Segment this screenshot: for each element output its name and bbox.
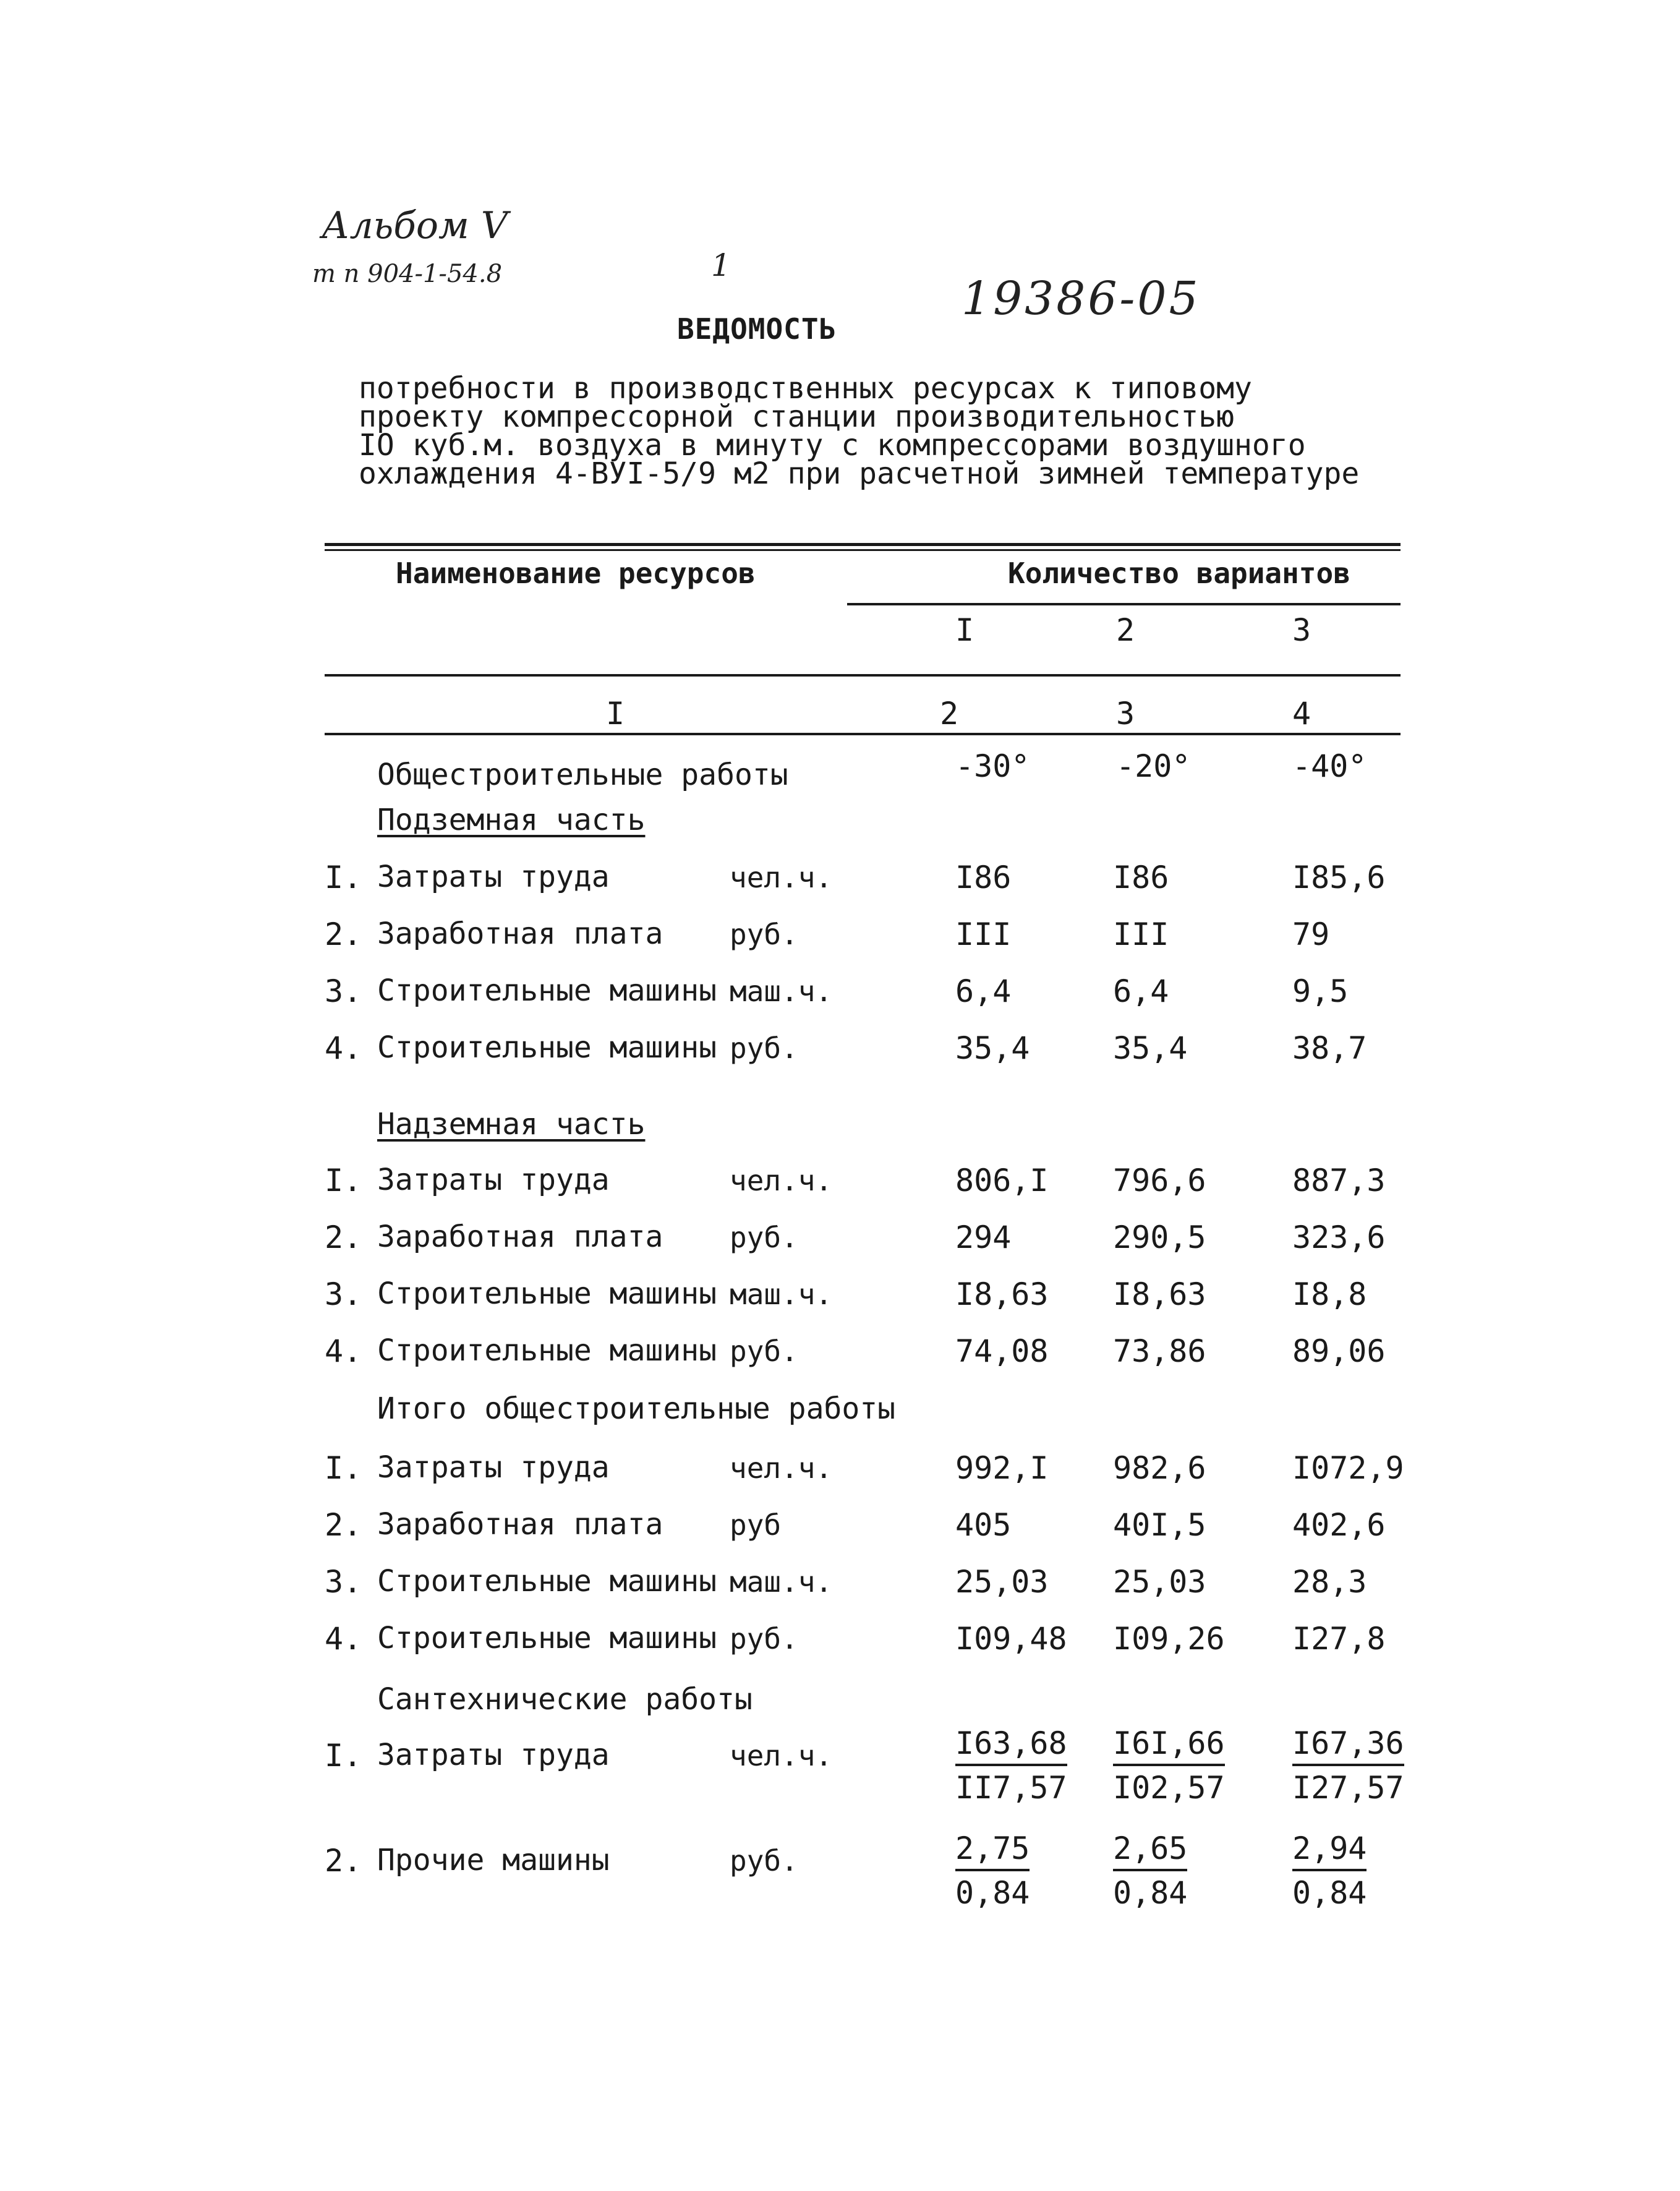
fraction-denominator: 0,84 xyxy=(955,1875,1030,1911)
table-top-rule xyxy=(325,543,1401,546)
header-separator-rule xyxy=(325,674,1401,677)
row-value: III xyxy=(1113,916,1169,952)
column-number-2: 2 xyxy=(940,696,959,732)
row-value-fraction xyxy=(955,1830,1030,1911)
row-unit: маш.ч. xyxy=(730,1278,833,1311)
row-value: 89,06 xyxy=(1292,1333,1386,1369)
row-number: 4. xyxy=(325,1030,362,1066)
row-value-fraction xyxy=(1292,1830,1367,1911)
description-line: IO куб.м. воздуха в минуту с компрессорами воздушного xyxy=(359,428,1306,463)
row-value: I85,6 xyxy=(1292,860,1386,895)
row-number: I. xyxy=(325,1450,362,1486)
row-resource-name: Затраты труда xyxy=(377,1163,610,1197)
row-number: 3. xyxy=(325,1276,362,1312)
album-annotation: Альбом Ⅴ xyxy=(322,204,508,247)
row-unit: чел.ч. xyxy=(730,1451,833,1485)
row-value: 982,6 xyxy=(1113,1450,1206,1486)
header-resource-name: Наименование ресурсов xyxy=(396,557,756,590)
header-variant-3: 3 xyxy=(1292,612,1311,648)
row-resource-name: Строительные машины xyxy=(377,1333,717,1368)
row-value: I86 xyxy=(1113,860,1169,895)
row-number: 2. xyxy=(325,1507,362,1543)
section-title: Итого общестроительные работы xyxy=(377,1391,896,1426)
album-code-annotation: т п 904-1-54.8 xyxy=(312,260,503,288)
row-value: 323,6 xyxy=(1292,1219,1386,1255)
row-value: 6,4 xyxy=(1113,973,1169,1009)
description-line: охлаждения 4-ВУI-5/9 м2 при расчетной зимней температуре xyxy=(359,456,1360,491)
row-value: 38,7 xyxy=(1292,1030,1367,1066)
header-variant-2: 2 xyxy=(1116,612,1135,648)
row-unit: маш.ч. xyxy=(730,975,833,1008)
row-resource-name: Строительные машины xyxy=(377,1621,717,1655)
section-title: Подземная часть xyxy=(377,803,646,837)
row-value-fraction xyxy=(1113,1830,1187,1911)
fraction-denominator: I02,57 xyxy=(1113,1770,1225,1806)
row-unit: руб. xyxy=(730,1031,798,1065)
document-title: ВЕДОМОСТЬ xyxy=(677,312,837,346)
column-numbers-rule xyxy=(325,733,1401,735)
row-number: 3. xyxy=(325,973,362,1009)
row-value: I27,8 xyxy=(1292,1621,1386,1657)
header-variants-rule xyxy=(847,603,1401,605)
row-value: 28,3 xyxy=(1292,1564,1367,1600)
row-value-fraction xyxy=(1292,1725,1404,1806)
fraction-numerator: I6I,66 xyxy=(1113,1725,1225,1766)
description-line: потребности в производственных ресурсах к типовому xyxy=(359,371,1252,406)
row-value: 25,03 xyxy=(1113,1564,1206,1600)
row-resource-name: Затраты труда xyxy=(377,860,610,894)
row-value: I8,8 xyxy=(1292,1276,1367,1312)
row-unit: руб. xyxy=(730,1335,798,1368)
fraction-numerator: I63,68 xyxy=(955,1725,1067,1766)
row-value: 79 xyxy=(1292,916,1330,952)
general-works-title: Общестроительные работы xyxy=(377,758,788,792)
row-number: 2. xyxy=(325,916,362,952)
fraction-denominator: II7,57 xyxy=(955,1770,1067,1806)
row-number: I. xyxy=(325,860,362,895)
row-resource-name: Строительные машины xyxy=(377,1030,717,1065)
row-resource-name: Строительные машины xyxy=(377,1564,717,1599)
page-mark: 1 xyxy=(711,247,731,283)
column-number-1: I xyxy=(606,696,625,732)
row-unit: чел.ч. xyxy=(730,861,833,894)
row-value: I09,48 xyxy=(955,1621,1067,1657)
row-value: 405 xyxy=(955,1507,1012,1543)
fraction-numerator: 2,65 xyxy=(1113,1830,1187,1871)
row-number: 2. xyxy=(325,1219,362,1255)
fraction-numerator: 2,94 xyxy=(1292,1830,1367,1871)
row-resource-name: Затраты труда xyxy=(377,1450,610,1485)
fraction-numerator: 2,75 xyxy=(955,1830,1030,1871)
row-unit: руб. xyxy=(730,1622,798,1655)
row-unit: чел.ч. xyxy=(730,1164,833,1197)
row-number: 3. xyxy=(325,1564,362,1600)
temperature-variant-3: -40° xyxy=(1292,748,1367,784)
row-value: I86 xyxy=(955,860,1012,895)
row-value: 992,I xyxy=(955,1450,1049,1486)
fraction-denominator: I27,57 xyxy=(1292,1770,1404,1806)
row-value: 25,03 xyxy=(955,1564,1049,1600)
fraction-denominator: 0,84 xyxy=(1292,1875,1367,1911)
document-number: 19386-05 xyxy=(962,272,1201,325)
row-unit: руб xyxy=(730,1508,782,1542)
row-value: 806,I xyxy=(955,1163,1049,1198)
row-number: 2. xyxy=(325,1843,362,1879)
section-title: Сантехнические работы xyxy=(377,1682,753,1717)
row-resource-name: Строительные машины xyxy=(377,1276,717,1311)
table-top-rule-2 xyxy=(325,549,1401,551)
row-unit: руб. xyxy=(730,918,798,951)
row-value: 9,5 xyxy=(1292,973,1349,1009)
row-value: 290,5 xyxy=(1113,1219,1206,1255)
row-value: 402,6 xyxy=(1292,1507,1386,1543)
header-variants-count: Количество вариантов xyxy=(1008,557,1350,590)
fraction-numerator: I67,36 xyxy=(1292,1725,1404,1766)
row-value: 74,08 xyxy=(955,1333,1049,1369)
row-value: 294 xyxy=(955,1219,1012,1255)
row-resource-name: Заработная плата xyxy=(377,1507,663,1542)
row-number: 4. xyxy=(325,1621,362,1657)
row-resource-name: Затраты труда xyxy=(377,1738,610,1772)
column-number-3: 3 xyxy=(1116,696,1135,732)
row-resource-name: Заработная плата xyxy=(377,916,663,951)
row-unit: руб. xyxy=(730,1844,798,1877)
fraction-denominator: 0,84 xyxy=(1113,1875,1188,1911)
row-unit: маш.ч. xyxy=(730,1565,833,1599)
row-value: I09,26 xyxy=(1113,1621,1225,1657)
row-value: 40I,5 xyxy=(1113,1507,1206,1543)
row-resource-name: Строительные машины xyxy=(377,973,717,1008)
row-number: I. xyxy=(325,1163,362,1198)
row-resource-name: Прочие машины xyxy=(377,1843,610,1877)
row-value: I072,9 xyxy=(1292,1450,1404,1486)
row-value: 796,6 xyxy=(1113,1163,1206,1198)
temperature-variant-2: -20° xyxy=(1116,748,1191,784)
row-value: III xyxy=(955,916,1012,952)
row-value-fraction xyxy=(955,1725,1067,1806)
row-value: 73,86 xyxy=(1113,1333,1206,1369)
row-value: 35,4 xyxy=(1113,1030,1188,1066)
row-value: 887,3 xyxy=(1292,1163,1386,1198)
temperature-variant-1: -30° xyxy=(955,748,1030,784)
row-value: 6,4 xyxy=(955,973,1012,1009)
column-number-4: 4 xyxy=(1292,696,1311,732)
row-number: I. xyxy=(325,1738,362,1774)
row-resource-name: Заработная плата xyxy=(377,1219,663,1254)
header-variant-1: I xyxy=(955,612,974,648)
row-value-fraction xyxy=(1113,1725,1225,1806)
row-number: 4. xyxy=(325,1333,362,1369)
section-title: Надземная часть xyxy=(377,1107,646,1142)
row-value: I8,63 xyxy=(955,1276,1049,1312)
row-value: I8,63 xyxy=(1113,1276,1206,1312)
row-unit: чел.ч. xyxy=(730,1739,833,1772)
row-value: 35,4 xyxy=(955,1030,1030,1066)
description-line: проекту компрессорной станции производительностью xyxy=(359,399,1235,434)
row-unit: руб. xyxy=(730,1221,798,1254)
